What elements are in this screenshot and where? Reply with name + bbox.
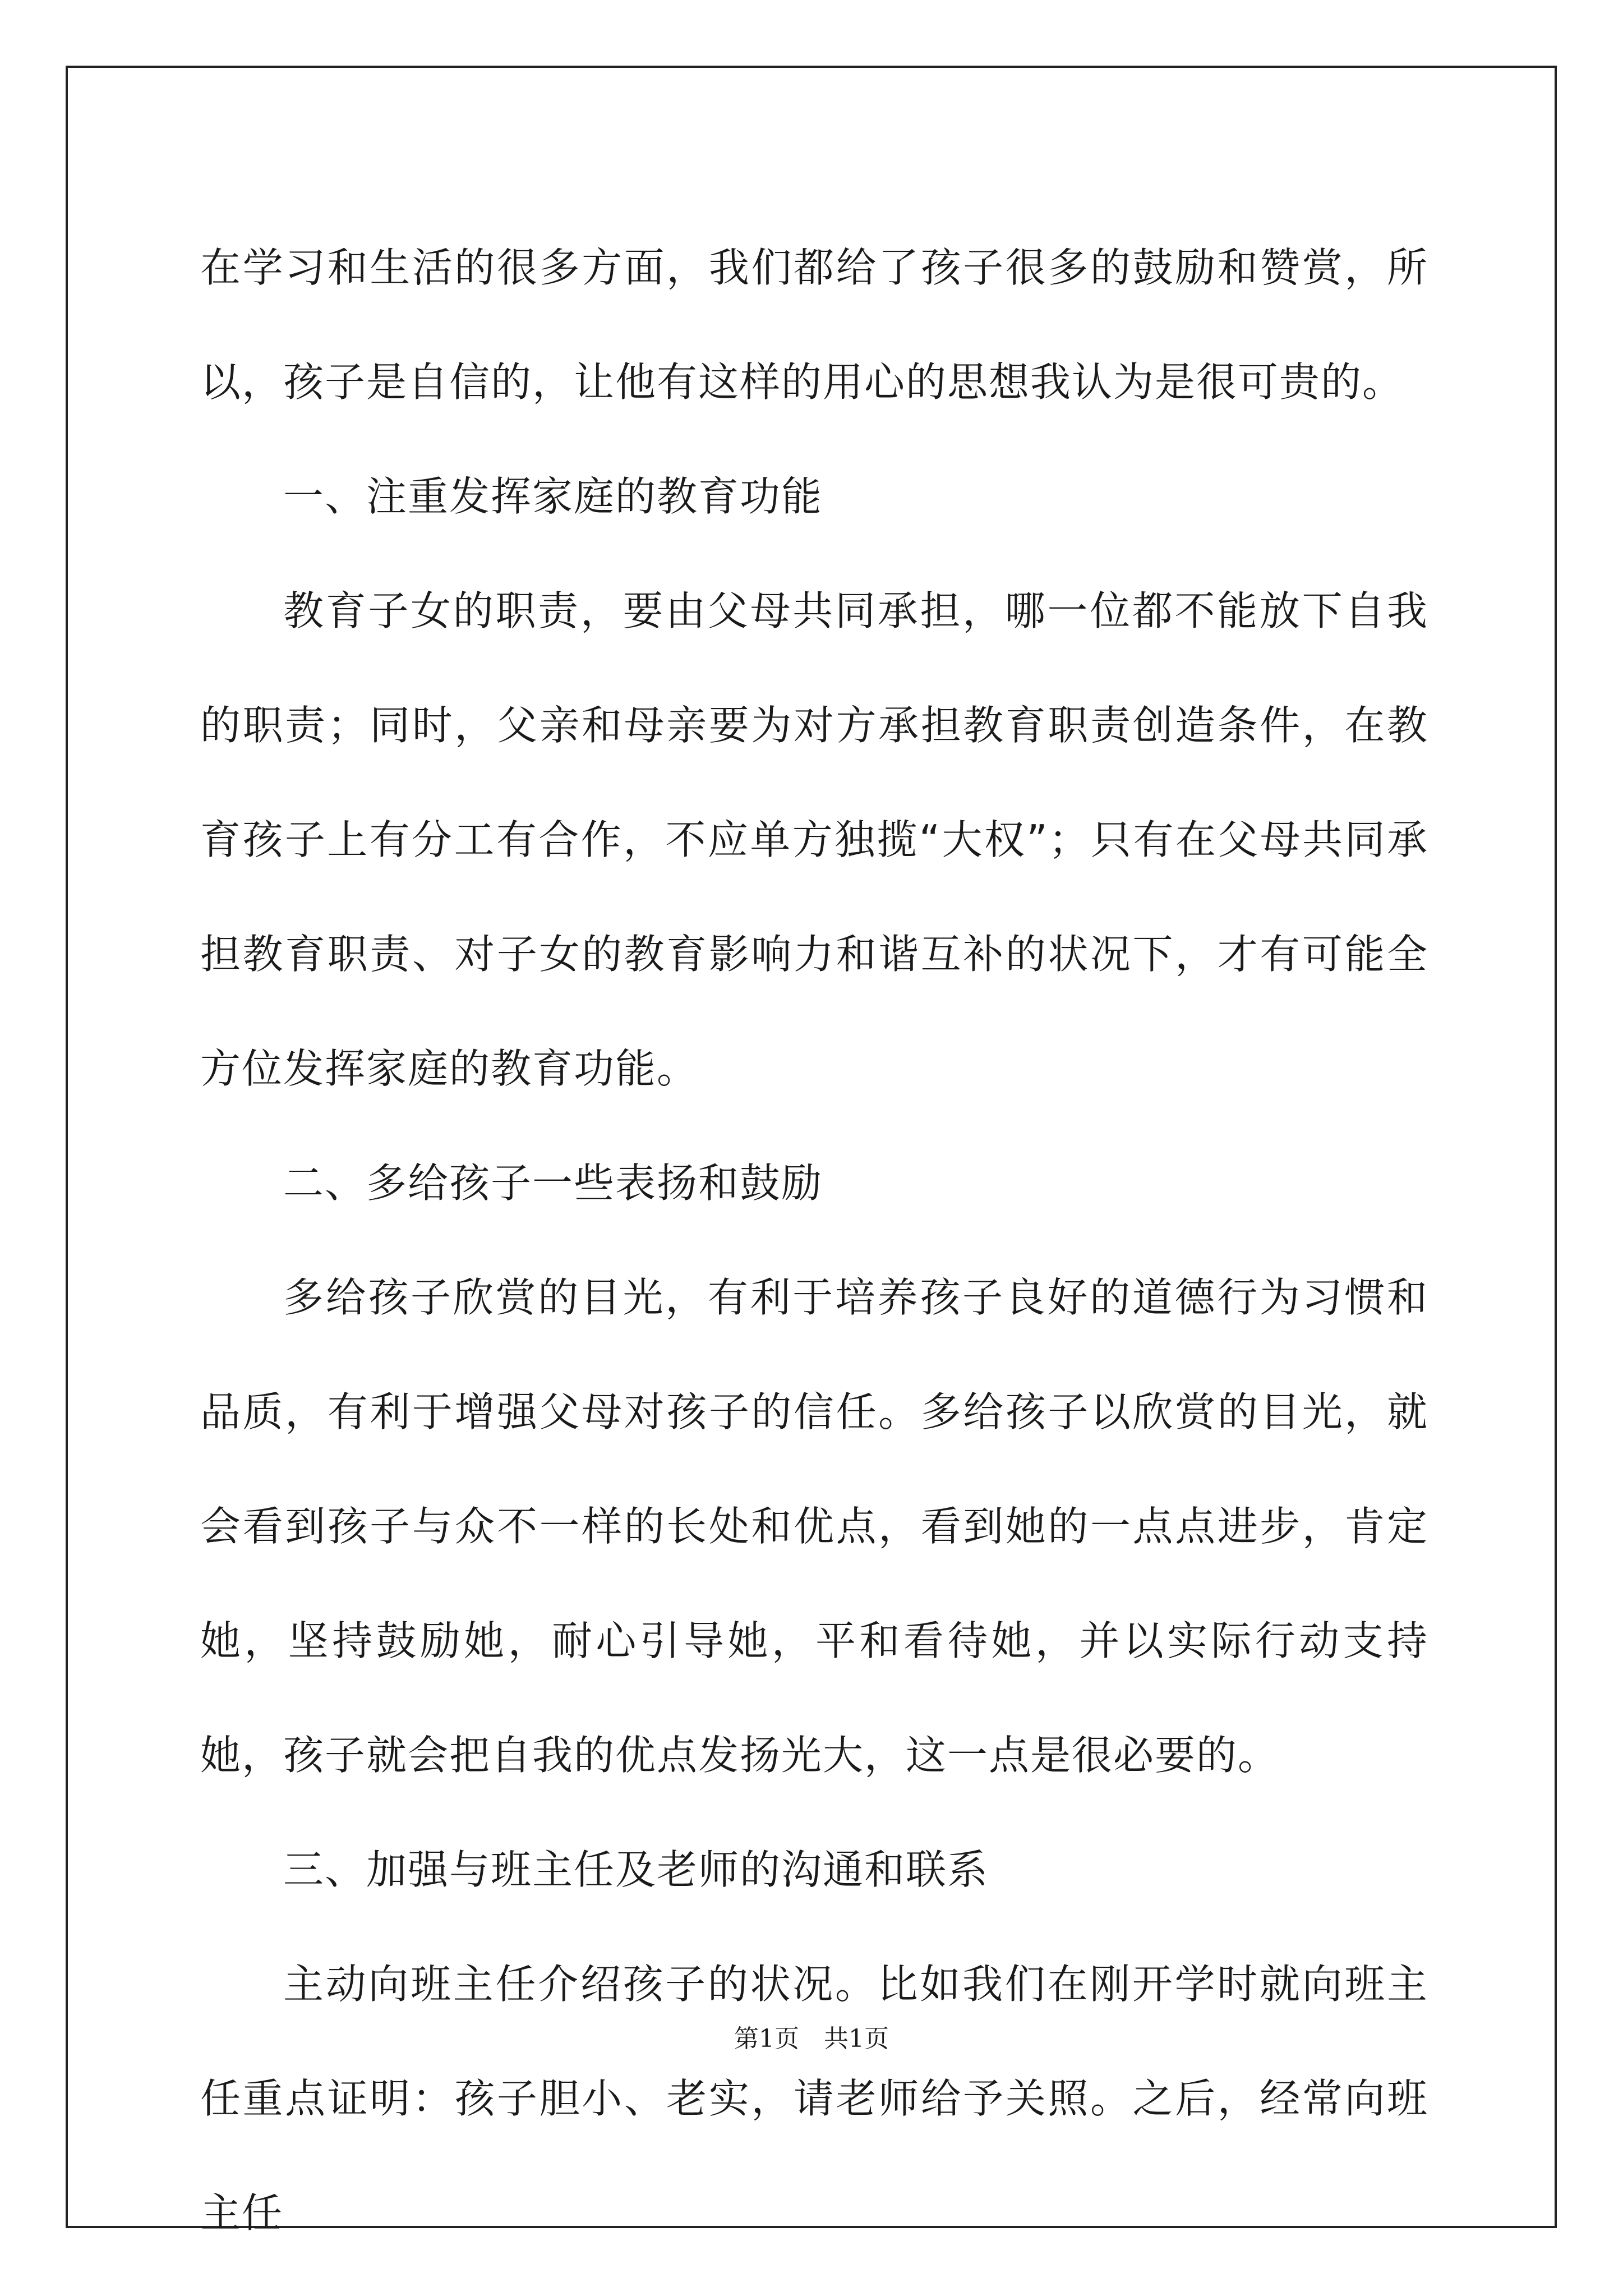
paragraph-continuation: 在学习和生活的很多方面，我们都给了孩子很多的鼓励和赞赏，所以，孩子是自信的，让他有这样的用心的思想我认为是很可贵的。	[200, 244, 1428, 406]
section-heading-1: 一、注重发挥家庭的教育功能	[283, 473, 823, 520]
section-heading-2: 二、多给孩子一些表扬和鼓励	[283, 1159, 823, 1207]
section-heading-3: 三、加强与班主任及老师的沟通和联系	[283, 1846, 989, 1893]
paragraph-section-3: 主动向班主任介绍孩子的状况。比如我们在刚开学时就向班主任重点证明：孩子胆小、老实，请老师给予关照。之后，经常向班主任	[200, 1961, 1428, 2237]
paragraph-section-2: 多给孩子欣赏的目光，有利于培养孩子良好的道德行为习惯和品质，有利于增强父母对孩子的信任。多给孩子以欣赏的目光，就会看到孩子与众不一样的长处和优点，看到她的一点点进步，肯定她，坚持鼓励她，耐心引导她，平和看待她，并以实际行动支持她，孩子就会把自我的优点发扬光大，这一点是很必要的。	[200, 1274, 1428, 1779]
page-footer: 第1页 共1页	[734, 2024, 889, 2053]
paragraph-section-1: 教育子女的职责，要由父母共同承担，哪一位都不能放下自我的职责；同时，父亲和母亲要为对方承担教育职责创造条件，在教育孩子上有分工有合作，不应单方独揽“大权”；只有在父母共同承担教育职责、对子女的教育影响力和谐互补的状况下，才有可能全方位发挥家庭的教育功能。	[200, 587, 1428, 1092]
document-body	[200, 210, 1428, 2270]
